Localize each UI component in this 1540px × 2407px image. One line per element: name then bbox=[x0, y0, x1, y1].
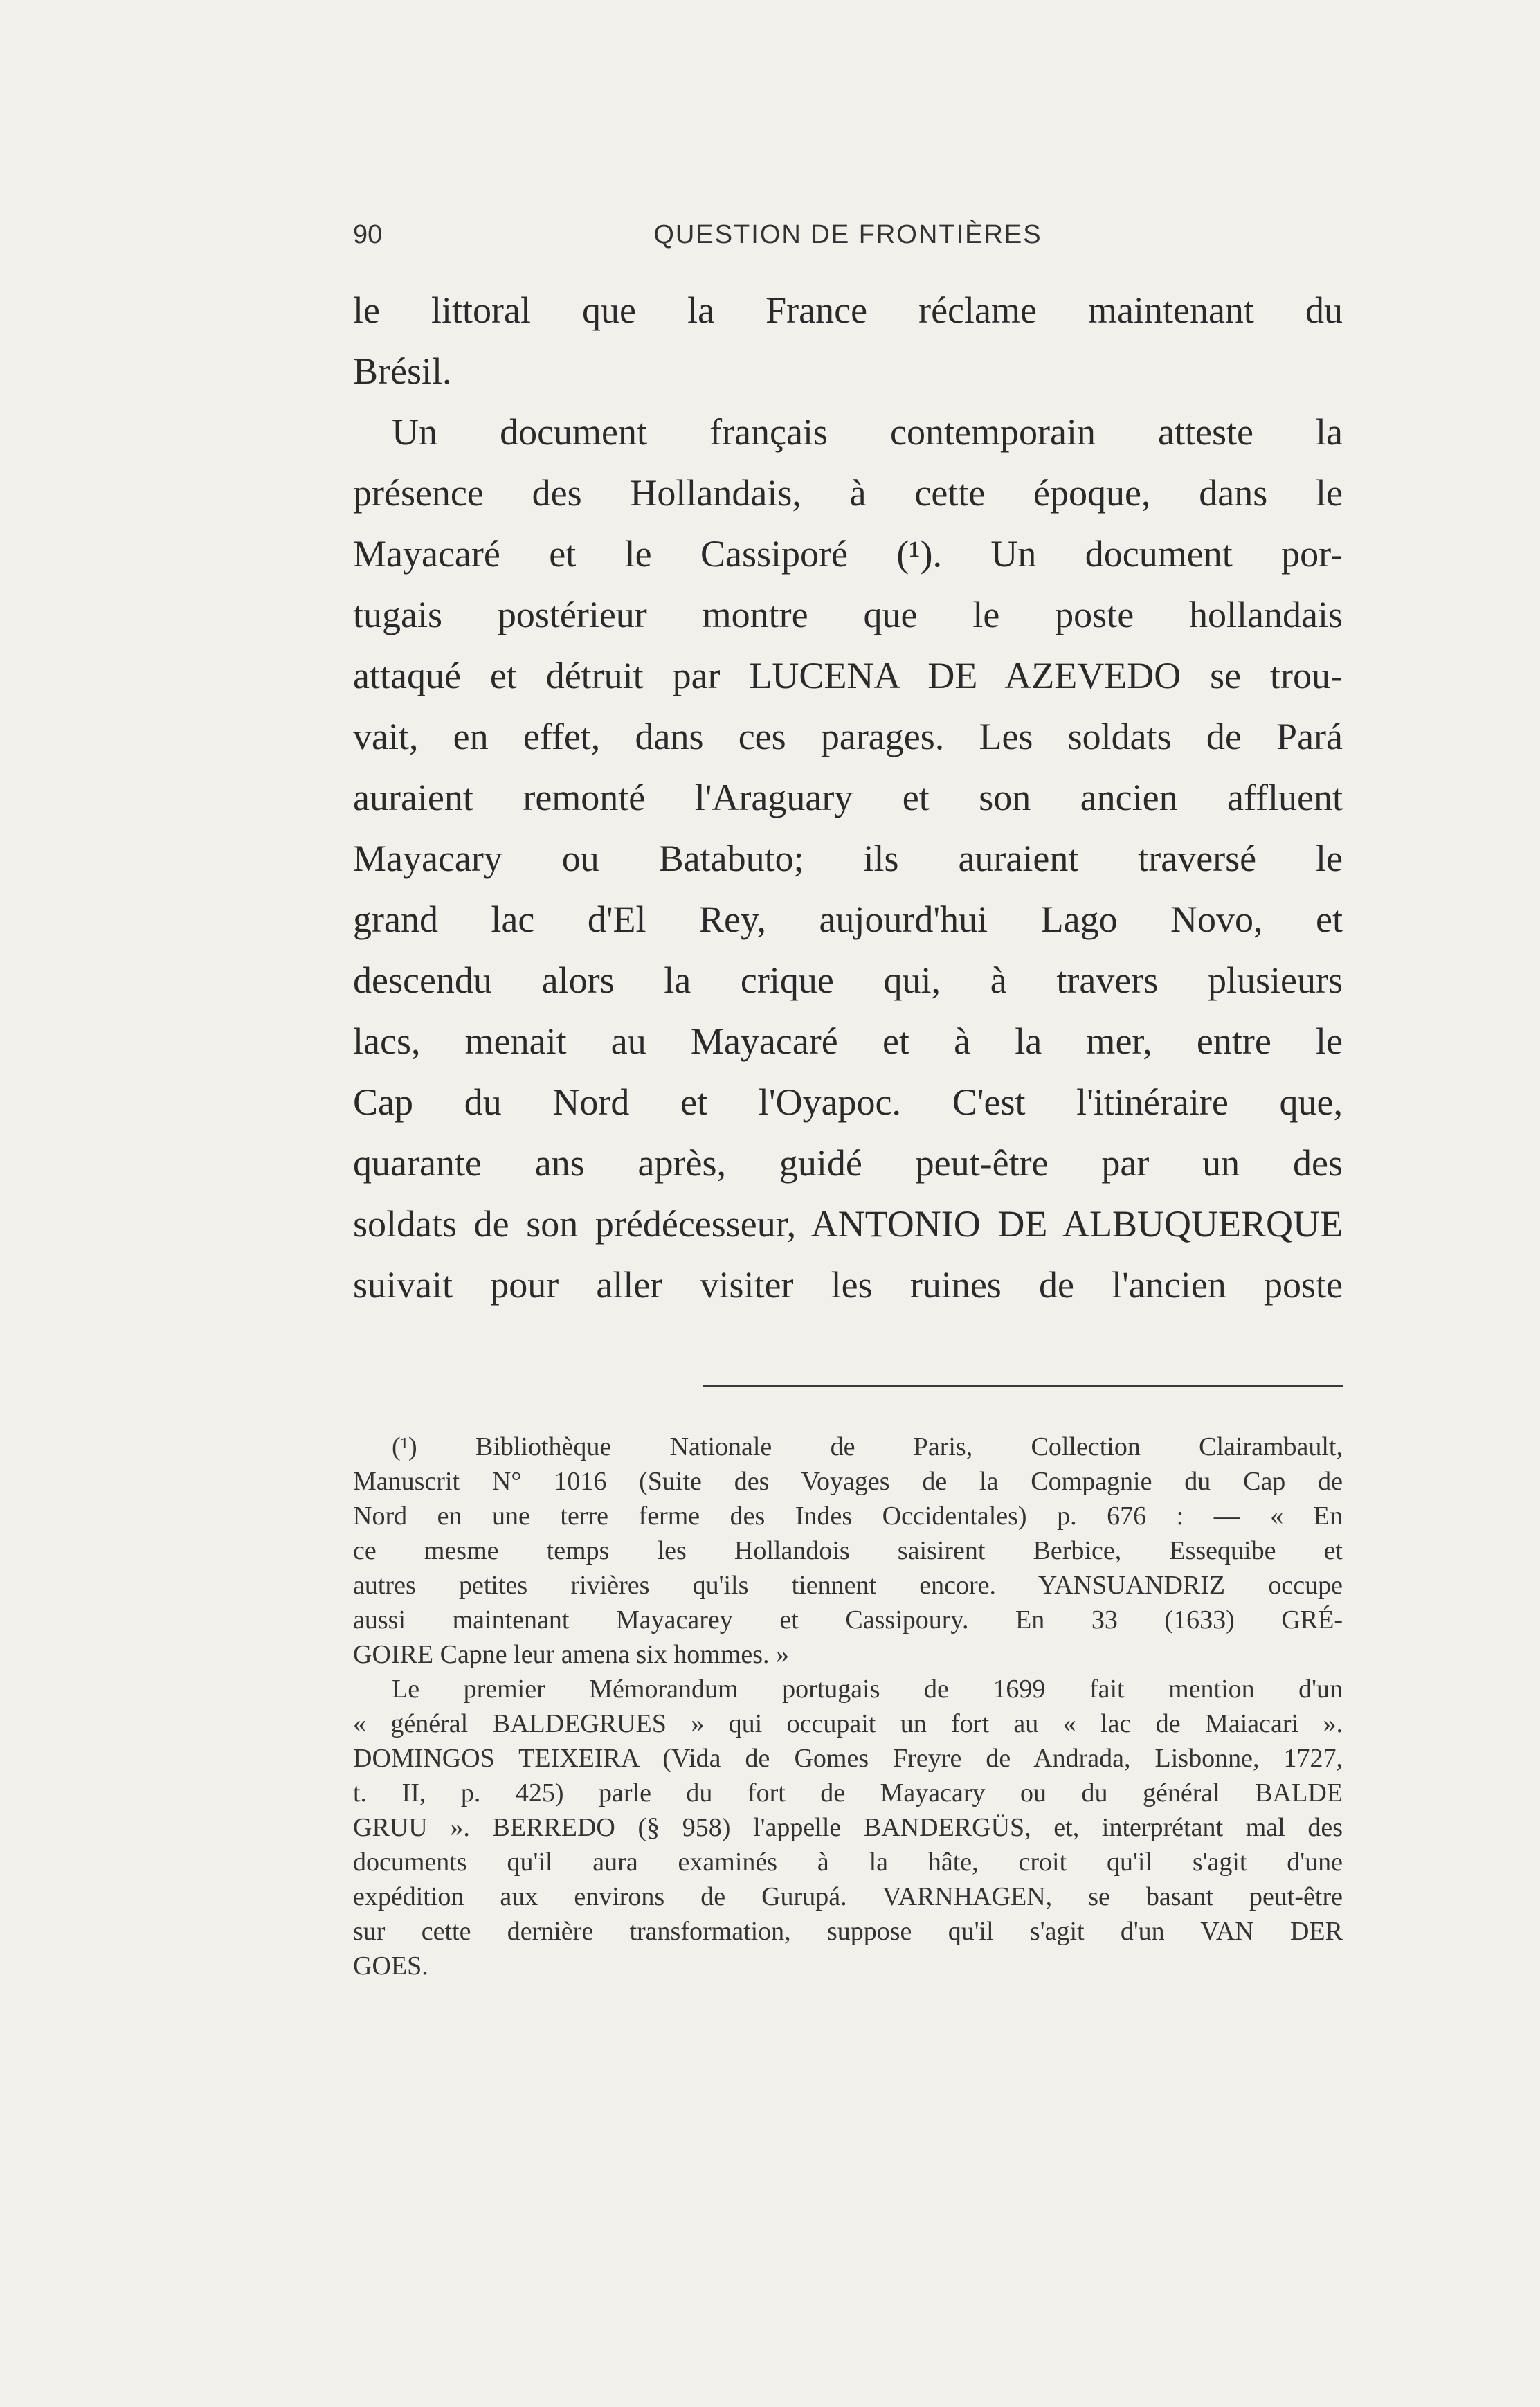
text-line: tugais postérieur montre que le poste hollandais bbox=[353, 594, 1343, 635]
page-number: 90 bbox=[353, 220, 383, 249]
footnote-line: (¹) Bibliothèque Nationale de Paris, Collection Clairambault, bbox=[392, 1432, 1343, 1461]
footnotes bbox=[353, 1430, 1343, 1983]
footnote-line: GOES. bbox=[353, 1951, 428, 1981]
footnote-line: t. II, p. 425) parle du fort de Mayacary ou du général BALDE bbox=[353, 1778, 1343, 1807]
text-line: vait, en effet, dans ces parages. Les soldats de Pará bbox=[353, 716, 1343, 757]
text-line: soldats de son prédécesseur, ANTONIO DE ALBUQUERQUE bbox=[353, 1203, 1343, 1245]
text-line: présence des Hollandais, à cette époque, dans le bbox=[353, 472, 1343, 514]
text-line: grand lac d'El Rey, aujourd'hui Lago Novo, et bbox=[353, 899, 1343, 940]
text-line: Mayacary ou Batabuto; ils auraient traversé le bbox=[353, 838, 1343, 879]
footnote-separator bbox=[703, 1385, 1343, 1387]
text-line: descendu alors la crique qui, à travers plusieurs bbox=[353, 959, 1343, 1001]
text-line: quarante ans après, guidé peut-être par un des bbox=[353, 1142, 1343, 1184]
footnote-line: Manuscrit N° 1016 (Suite des Voyages de la Compagnie du Cap de bbox=[353, 1467, 1343, 1496]
running-head: QUESTION DE FRONTIÈRES bbox=[653, 220, 1042, 249]
text-line: lacs, menait au Mayacaré et à la mer, entre le bbox=[353, 1020, 1343, 1062]
text-line: Mayacaré et le Cassiporé (¹). Un document por- bbox=[353, 533, 1343, 575]
text-line: le littoral que la France réclame maintenant du bbox=[353, 289, 1343, 331]
main-text bbox=[353, 280, 1343, 1315]
text-line: attaqué et détruit par LUCENA DE AZEVEDO se trou- bbox=[353, 655, 1343, 696]
text-line: Un document français contemporain atteste la bbox=[392, 411, 1343, 453]
footnote-line: expédition aux environs de Gurupá. VARNHAGEN, se basant peut-être bbox=[353, 1882, 1343, 1911]
footnote-line: aussi maintenant Mayacarey et Cassipoury. En 33 (1633) GRÉ- bbox=[353, 1605, 1343, 1634]
text-line: suivait pour aller visiter les ruines de l'ancien poste bbox=[353, 1264, 1343, 1306]
footnote-line: sur cette dernière transformation, suppose qu'il s'agit d'un VAN DER bbox=[353, 1917, 1343, 1946]
text-line: Brésil. bbox=[353, 350, 452, 392]
footnote-line: DOMINGOS TEIXEIRA (Vida de Gomes Freyre de Andrada, Lisbonne, 1727, bbox=[353, 1744, 1343, 1773]
footnote-line: autres petites rivières qu'ils tiennent encore. YANSUANDRIZ occupe bbox=[353, 1571, 1343, 1600]
footnote-line: Nord en une terre ferme des Indes Occidentales) p. 676 : — « En bbox=[353, 1502, 1343, 1531]
footnote-line: GRUU ». BERREDO (§ 958) l'appelle BANDERGÜS, et, interprétant mal des bbox=[353, 1813, 1343, 1842]
footnote-line: ce mesme temps les Hollandois saisirent Berbice, Essequibe et bbox=[353, 1536, 1343, 1565]
page-header bbox=[353, 220, 1343, 255]
footnote-line: GOIRE Capne leur amena six hommes. » bbox=[353, 1640, 790, 1669]
text-line: auraient remonté l'Araguary et son ancien affluent bbox=[353, 777, 1343, 818]
footnote-line: « général BALDEGRUES » qui occupait un fort au « lac de Maiacari ». bbox=[353, 1709, 1343, 1738]
footnote-line: Le premier Mémorandum portugais de 1699 fait mention d'un bbox=[392, 1675, 1343, 1704]
text-line: Cap du Nord et l'Oyapoc. C'est l'itinéraire que, bbox=[353, 1081, 1343, 1123]
footnote-line: documents qu'il aura examinés à la hâte, croit qu'il s'agit d'une bbox=[353, 1848, 1343, 1877]
